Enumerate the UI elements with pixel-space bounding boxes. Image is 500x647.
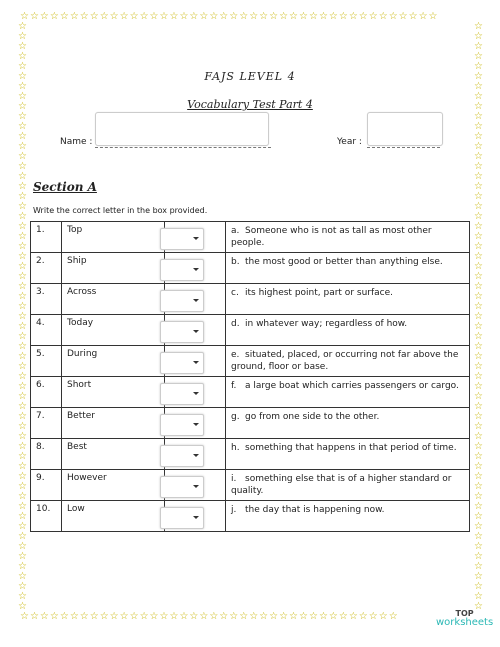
logo-top-text: TOP <box>455 609 474 618</box>
chevron-down-icon <box>193 237 199 240</box>
definition-cell <box>226 439 470 470</box>
item-number: 3. <box>31 284 62 315</box>
definition-cell <box>226 284 470 315</box>
star-border-bottom: ☆☆☆☆☆☆☆☆☆☆☆☆☆☆☆☆☆☆☆☆☆☆☆☆☆☆☆☆☆☆☆☆☆☆☆☆☆☆ <box>20 612 399 622</box>
logo-bottom-text: worksheets <box>436 617 494 628</box>
chevron-down-icon <box>193 361 199 364</box>
chevron-down-icon <box>193 392 199 395</box>
definition-letter: h. <box>231 443 240 453</box>
answer-dropdown[interactable] <box>160 352 204 374</box>
table-row <box>31 439 470 470</box>
definition-letter: j. <box>231 505 237 515</box>
answer-dropdown[interactable] <box>160 259 204 281</box>
definition-text: the day that is happening now. <box>245 505 385 515</box>
definition-cell <box>226 346 470 377</box>
answer-dropdown[interactable] <box>160 445 204 467</box>
name-underline <box>95 147 271 148</box>
chevron-down-icon <box>193 454 199 457</box>
definition-cell <box>226 253 470 284</box>
answer-dropdown[interactable] <box>160 228 204 250</box>
star-border-top: ☆☆☆☆☆☆☆☆☆☆☆☆☆☆☆☆☆☆☆☆☆☆☆☆☆☆☆☆☆☆☆☆☆☆☆☆☆☆☆☆☆☆ <box>20 12 439 22</box>
chevron-down-icon <box>193 423 199 426</box>
answer-dropdown[interactable] <box>160 476 204 498</box>
name-input[interactable] <box>95 112 269 146</box>
item-number: 9. <box>31 470 62 501</box>
definition-text: in whatever way; regardless of how. <box>245 319 408 329</box>
definition-letter: e. <box>231 350 240 360</box>
item-word: Today <box>62 315 165 346</box>
worksheet-subtitle: Vocabulary Test Part 4 <box>187 98 313 111</box>
item-number: 7. <box>31 408 62 439</box>
name-label: Name : <box>60 137 93 147</box>
definition-letter: c. <box>231 288 239 298</box>
definition-text: something else that is of a higher standard or quality. <box>231 474 452 496</box>
item-number: 10. <box>31 501 62 532</box>
item-word: Short <box>62 377 165 408</box>
item-word: Across <box>62 284 165 315</box>
item-number: 6. <box>31 377 62 408</box>
definition-letter: a. <box>231 226 240 236</box>
definition-text: something that happens in that period of time. <box>245 443 457 453</box>
item-word: Better <box>62 408 165 439</box>
chevron-down-icon <box>193 516 199 519</box>
definition-letter: f. <box>231 381 237 391</box>
star-border-left: ☆☆☆☆☆☆☆☆☆☆☆☆☆☆☆☆☆☆☆☆☆☆☆☆☆☆☆☆☆☆☆☆☆☆☆☆☆☆☆☆☆☆☆☆☆☆☆☆☆☆☆☆☆☆☆☆☆☆☆ <box>18 22 27 612</box>
definition-cell <box>226 377 470 408</box>
star-border-right: ☆☆☆☆☆☆☆☆☆☆☆☆☆☆☆☆☆☆☆☆☆☆☆☆☆☆☆☆☆☆☆☆☆☆☆☆☆☆☆☆☆☆☆☆☆☆☆☆☆☆☆☆☆☆☆☆☆☆☆ <box>474 22 483 612</box>
table-row <box>31 408 470 439</box>
chevron-down-icon <box>193 268 199 271</box>
year-input[interactable] <box>367 112 443 146</box>
definition-cell <box>226 408 470 439</box>
item-number: 4. <box>31 315 62 346</box>
answer-dropdown[interactable] <box>160 414 204 436</box>
definition-letter: d. <box>231 319 240 329</box>
table-row <box>31 377 470 408</box>
table-row <box>31 346 470 377</box>
item-number: 2. <box>31 253 62 284</box>
chevron-down-icon <box>193 485 199 488</box>
answer-dropdown[interactable] <box>160 383 204 405</box>
item-number: 1. <box>31 222 62 253</box>
item-word: During <box>62 346 165 377</box>
chevron-down-icon <box>193 330 199 333</box>
definition-cell <box>226 315 470 346</box>
year-label: Year : <box>337 137 362 147</box>
item-word: Top <box>62 222 165 253</box>
definition-cell <box>226 470 470 501</box>
table-row <box>31 284 470 315</box>
item-word: However <box>62 470 165 501</box>
topworksheets-logo <box>436 609 493 627</box>
chevron-down-icon <box>193 299 199 302</box>
table-row <box>31 253 470 284</box>
item-word: Best <box>62 439 165 470</box>
table-row <box>31 315 470 346</box>
definition-text: the most good or better than anything else. <box>245 257 443 267</box>
answer-dropdown[interactable] <box>160 507 204 529</box>
definition-letter: i. <box>231 474 237 484</box>
worksheet-title: FAJS LEVEL 4 <box>204 70 296 83</box>
table-row <box>31 470 470 501</box>
answer-dropdown[interactable] <box>160 321 204 343</box>
vocabulary-table <box>30 221 470 532</box>
definition-text: a large boat which carries passengers or cargo. <box>245 381 459 391</box>
section-title: Section A <box>33 180 97 194</box>
item-number: 8. <box>31 439 62 470</box>
definition-text: situated, placed, or occurring not far above the ground, floor or base. <box>231 350 459 372</box>
item-number: 5. <box>31 346 62 377</box>
definition-text: go from one side to the other. <box>245 412 380 422</box>
definition-letter: g. <box>231 412 240 422</box>
item-word: Low <box>62 501 165 532</box>
definition-cell <box>226 222 470 253</box>
answer-dropdown[interactable] <box>160 290 204 312</box>
definition-text: its highest point, part or surface. <box>245 288 393 298</box>
definition-cell <box>226 501 470 532</box>
year-underline <box>367 147 440 148</box>
definition-letter: b. <box>231 257 240 267</box>
table-row <box>31 501 470 532</box>
table-row <box>31 222 470 253</box>
instruction-text: Write the correct letter in the box provided. <box>33 206 208 215</box>
item-word: Ship <box>62 253 165 284</box>
definition-text: Someone who is not as tall as most other people. <box>231 226 432 248</box>
